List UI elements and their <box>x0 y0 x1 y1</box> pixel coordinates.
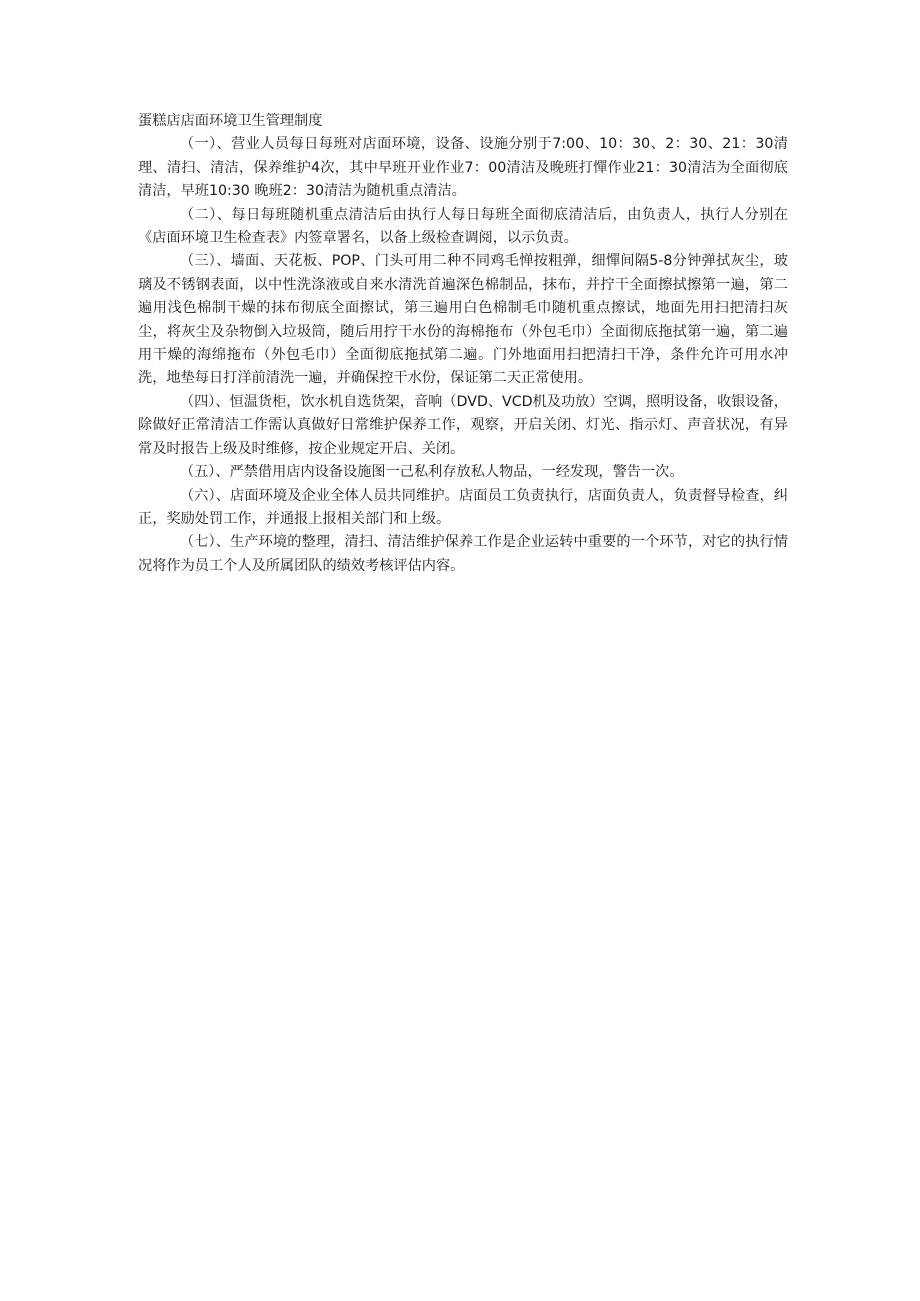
document-page <box>138 110 788 578</box>
paragraph-2: （二）、每日每班随机重点清洁后由执行人每日每班全面彻底清洁后，由负责人，执行人分别在《店面环境卫生检查表》内签章署名，以备上级检查调阅，以示负责。 <box>138 206 788 247</box>
paragraph-3: （三）、墙面、天花板、POP、门头可用二种不同鸡毛惮按粗弹，细憚间隔5-8分钟弹拭灰尘，玻璃及不锈钢表面，以中性洗涤液或自来水清洗首遍深色棉制品，抹布，并拧干全面擦拭擦第一遍，第二遍用浅色棉制干燥的抹布彻底全面擦试，第三遍用白色棉制毛巾随机重点擦试，地面先用扫把清扫灰尘，将灰尘及杂物倒入垃圾筒，随后用拧干水份的海棉拖布（外包毛巾）全面彻底拖拭第一遍，第二遍用干燥的海绵拖布（外包毛巾）全面彻底拖拭第二遍。门外地面用扫把清扫干净，条件允许可用水冲洗，地垫每日打洋前清洗一遍，并确保控干水份，保证第二天正常使用。 <box>138 253 788 387</box>
paragraph-1: （一）、营业人员每日每班对店面环境，设备、设施分别于7:00、10：30、2：30、21：30清理、清扫、清洁，保养维护4次，其中早班开业作业7：00清洁及晚班打憚作业21：30清洁为全面彻底清洁，早班10:30 晚班2：30清洁为随机重点清洁。 <box>138 136 788 200</box>
paragraph-4: （四）、恒温货柜，饮水机自选货架，音响（DVD、VCD机及功放）空调，照明设备，收银设备，除做好正常清洁工作需认真做好日常维护保养工作，观察，开启关闭、灯光、指示灯、声音状况，有异常及时报告上级及时维修，按企业规定开启、关闭。 <box>138 393 788 457</box>
paragraph-7: （七）、生产环境的整理，清扫、清洁维护保养工作是企业运转中重要的一个环节，对它的执行情况将作为员工个人及所属团队的绩效考核评估内容。 <box>138 534 788 574</box>
document-title: 蛋糕店店面环境卫生管理制度 <box>138 113 323 129</box>
paragraph-6: （六）、店面环境及企业全体人员共同维护。店面员工负责执行，店面负责人，负责督导检查，纠正，奖励处罚工作，并通报上报相关部门和上级。 <box>138 487 788 527</box>
paragraph-5: （五）、严禁借用店内设备设施图一己私利存放私人物品，一经发现，警告一次。 <box>179 464 684 481</box>
